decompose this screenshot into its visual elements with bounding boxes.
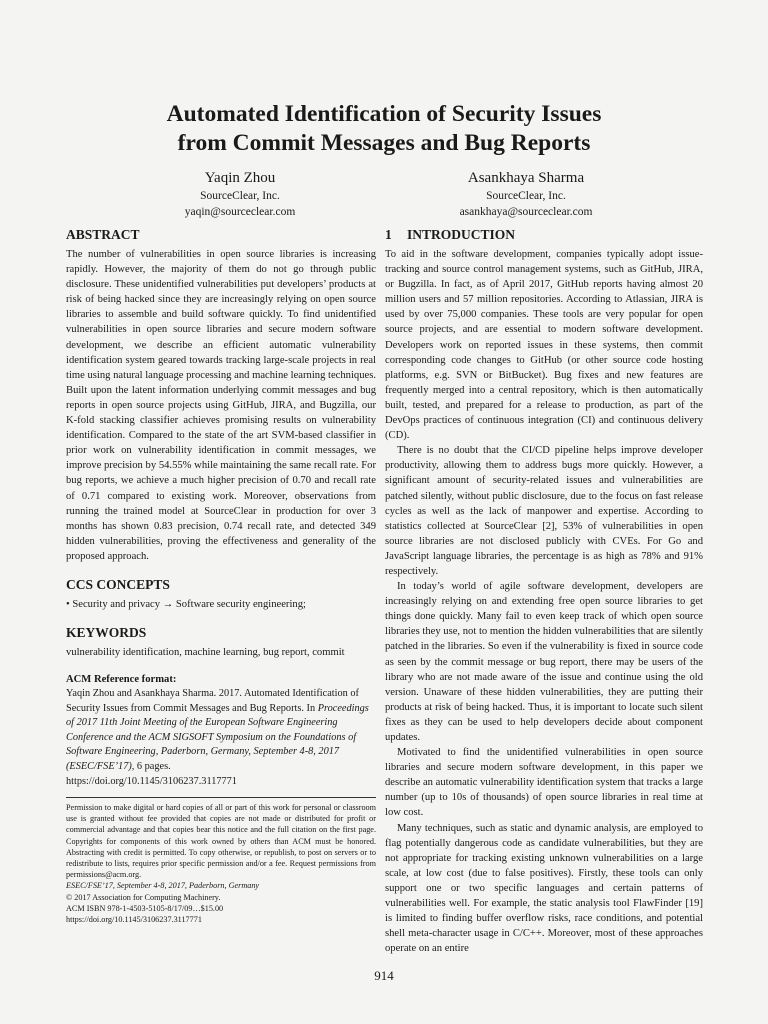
permission-venue: ESEC/FSE’17, September 4-8, 2017, Paderborn, Germany: [66, 881, 260, 891]
reference-authors-title: Yaqin Zhou and Asankhaya Sharma. 2017. Automated Identification of Security Issues from Commit Messages and Bug Reports. In: [66, 687, 359, 714]
ccs-section: [66, 576, 376, 612]
author-block-2: [396, 168, 656, 220]
permission-copyright: © 2017 Association for Computing Machinery.: [66, 892, 221, 902]
author-affiliation: SourceClear, Inc.: [200, 190, 280, 202]
section-number: 1: [385, 227, 392, 242]
acm-reference: [66, 672, 376, 789]
permission-doi-link[interactable]: https://doi.org/10.1145/3106237.3117771: [66, 915, 202, 925]
permission-isbn: ACM ISBN 978-1-4503-5105-8/17/09…$15.00: [66, 903, 224, 913]
permission-notice: [66, 797, 376, 925]
reference-doi-link[interactable]: https://doi.org/10.1145/3106237.3117771: [66, 775, 237, 787]
right-column: [385, 226, 703, 956]
acm-reference-text: [66, 687, 376, 789]
introduction-heading: [385, 226, 703, 244]
author-name: Asankhaya Sharma: [467, 170, 585, 186]
intro-paragraph-4: Motivated to find the unidentified vulnerabilities in open source libraries and secure modern software development, in this paper we describe an automatic vulnerability identification system that tracks a large number (up to 10s of thousands) of open source libraries in real time at low cost.: [385, 747, 703, 819]
author-email: yaqin@sourceclear.com: [184, 206, 296, 218]
abstract-section: [66, 226, 376, 564]
keywords-heading: KEYWORDS: [66, 624, 147, 640]
paper-title: [60, 100, 708, 158]
left-column: [66, 226, 376, 789]
author-block-1: [110, 168, 370, 220]
title-line-1: Automated Identification of Security Issues: [166, 101, 602, 127]
abstract-heading: ABSTRACT: [66, 227, 140, 242]
acm-reference-heading: ACM Reference format:: [66, 673, 177, 685]
section-title: INTRODUCTION: [407, 227, 516, 242]
intro-paragraph-3: In today’s world of agile software development, developers are increasingly relying on and extending free open source libraries to get things done quickly. Many fail to even keep track of which open source libraries they use, not to mention the hidden vulnerabilities that are silently patched in the libraries. So even if the vulnerability is fixed in source code as seen by the commit message or bug report, there may be users of the library who are not made aware of the issue and continue using the old version. Unaware of these hidden vulnerabilities, they are putting their products at risk of being hacked. Thus, it is important to locate such silent fixes as they can be used to help developers decide about component updates.: [385, 581, 703, 743]
keywords-text: vulnerability identification, machine learning, bug report, commit: [66, 646, 345, 658]
ccs-text: • Security and privacy → Software security engineering;: [66, 598, 306, 610]
title-line-2: from Commit Messages and Bug Reports: [177, 130, 591, 156]
intro-paragraph-2: There is no doubt that the CI/CD pipeline helps improve developer productivity, allowing them to address bugs more quickly. However, a significant amount of security-related issues and vulnerabilities are patched silently, without public disclosure, due to the focus on fast release cycles as well as the lack of manpower and expertise. According to statistics collected at SourceClear [2], 53% of vulnerabilities in open source libraries are not disclosed publicly with CVEs. For Go and JavaScript language libraries, the percentage is as high as 78% and 91% respectively.: [385, 445, 703, 577]
intro-paragraph-5: Many techniques, such as static and dynamic analysis, are employed to flag potentially dangerous code as candidate vulnerabilities, but they are not appropriate for tracking existing unknown vulnerabilities on a large scale, at low cost (due to false positives). Firstly, these tools can only support one or two specific languages and certain patterns of vulnerabilities well. For example, the static analysis tool FlawFinder [19] is limited to finding buffer overflow risks, race conditions, and potential shell meta-character usage in C/C++. Moreover, most of these approaches operate on an entire: [385, 822, 703, 955]
author-name: Yaqin Zhou: [204, 170, 276, 186]
ccs-heading: CCS CONCEPTS: [66, 576, 170, 592]
keywords-section: [66, 624, 376, 660]
author-affiliation: SourceClear, Inc.: [486, 190, 566, 202]
page-number: 914: [374, 968, 394, 983]
reference-venue: Proceedings of 2017 11th Joint Meeting of the European Software Engineering Conference and the ACM SIGSOFT Symposium on the Foundations of Software Engineering, Paderborn, Germany, September 4-8, 2017 (ESEC/FSE’17),: [66, 702, 369, 772]
author-email: asankhaya@sourceclear.com: [459, 206, 593, 218]
reference-pages: 6 pages.: [134, 760, 171, 772]
intro-paragraph-1: To aid in the software development, companies typically adopt issue-tracking and source control management systems, such as GitHub, JIRA, or Bugzilla. In fact, as of April 2017, GitHub reports having almost 20 million users and 57 million repositories. According to Atlassian, JIRA is used by over 75,000 companies. These tools are very popular for open source projects, and are essential to modern software development. Developers work on reported issues in these systems, then commit corresponding code changes to GitHub (or other source code hosting platforms, e.g. SVN or BitBucket). Bug fixes and new features are frequently merged into a central repository, which is then automatically built, tested, and prepared for a release to production, as part of the DevOps practices of continuous integration (CI) and continuous delivery (CD).: [385, 249, 703, 442]
permission-text: Permission to make digital or hard copies of all or part of this work for personal or classroom use is granted without fee provided that copies are not made or distributed for profit or commercial advantage and that copies bear this notice and the full citation on the first page. Copyrights for components of this work owned by others than ACM must be honored. Abstracting with credit is permitted. To copy otherwise, or republish, to post on servers or to redistribute to lists, requires prior specific permission and/or a fee. Request permissions from permissions@acm.org.: [66, 803, 376, 880]
abstract-text: The number of vulnerabilities in open source libraries is increasing rapidly. However, the majority of them do not go through public disclosure. These unidentified vulnerabilities put developers’ products at risk of being hacked since they are increasingly relying on open source libraries to assemble and build software quickly. To find unidentified vulnerabilities in open source libraries and secure modern software development, we describe an efficient automatic vulnerability identification system geared towards tracking large-scale projects in real time using natural language processing and machine learning techniques. Built upon the latent information underlying commit messages and bug reports in open source projects using GitHub, JIRA, and Bugzilla, our K-fold stacking classifier achieves promising results on vulnerability identification. Compared to the state of the art SVM-based classifier in prior work on vulnerability identification in commit messages, we improve precision by 54.55% while maintaining the same recall rate. For bug reports, we achieve a much higher precision of 0.70 and recall rate of 0.71 compared to existing work. Moreover, observations from running the trained model at SourceClear in production for over 3 months has shown 0.83 precision, 0.74 recall rate, and detected 349 hidden vulnerabilities, proving the effectiveness and generality of the proposed approach.: [66, 249, 376, 562]
